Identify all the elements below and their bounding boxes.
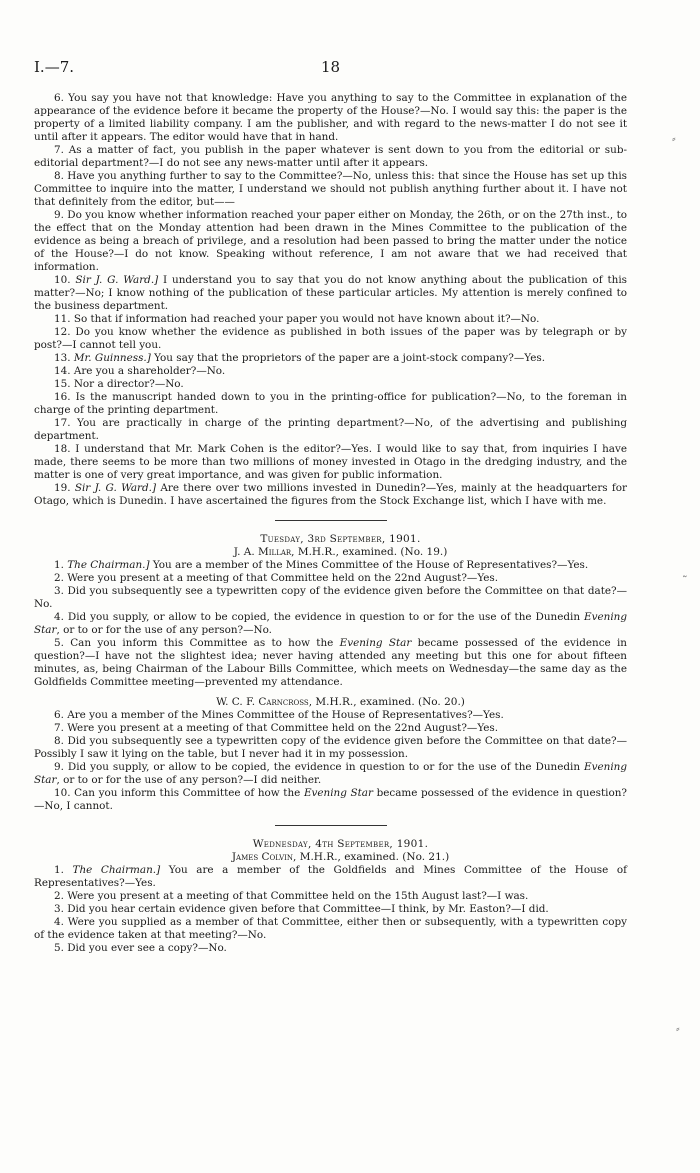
section-divider <box>275 825 387 826</box>
evidence-paragraph: 9. Did you supply, or allow to be copied, the evidence in question to or for the use of the Dunedin Evening Star, or to or for the use of any person?—I did neither. <box>34 761 627 786</box>
evidence-paragraph: 18. I understand that Mr. Mark Cohen is the editor?—Yes. I would like to say that, from inquiries I have made, there seems to be more than two millions of money invested in Otago in the dredging industry, and the matter is one of very great importance, and was given for public information. <box>34 443 627 481</box>
witness-suffix: , M.H.R., examined. (No. 20.) <box>308 696 465 708</box>
evidence-paragraph: 4. Were you supplied as a member of that Committee, either then or subsequently, with a typewritten copy of the evidence taken at that meeting?—No. <box>34 916 627 941</box>
evidence-paragraph: 5. Can you inform this Committee as to how the Evening Star became possessed of the evidence in question?—I have not the slightest idea; never having attended any meeting but this one for about fifteen minutes, as, being Chairman of the Labour Bills Committee, which meets on Wednesday—the same day as the Goldfields Committee meeting—prevented my attendance. <box>34 637 627 688</box>
evidence-paragraph: 8. Did you subsequently see a typewritten copy of the evidence given before the Committee on that date?—Possibly I saw it lying on the table, but I never had it in my possession. <box>34 735 627 760</box>
evidence-paragraph: 8. Have you anything further to say to the Committee?—No, unless this: that since the House has set up this Committee to inquire into the matter, I understand we should not publish anything further about it. I have not that definitely from the editor, but—— <box>34 170 627 208</box>
evidence-paragraph: 19. Sir J. G. Ward.] Are there over two millions invested in Dunedin?—Yes, mainly at the headquarters for Otago, which is Dunedin. I have ascertained the figures from the Stock Exchange list, which I have with me. <box>34 482 628 507</box>
evidence-paragraph: 10. Sir J. G. Ward.] I understand you to say that you do not know anything about the publication of this matter?—No; I know nothing of the publication of these particular articles. My attention is merely confined to the business department. <box>34 274 628 312</box>
evidence-paragraph: 4. Did you supply, or allow to be copied, the evidence in question to or for the use of the Dunedin Evening Star, or to or for the use of any person?—No. <box>34 611 627 636</box>
evidence-paragraph: 1. The Chairman.] You are a member of the Mines Committee of the House of Representatives?—Yes. <box>54 559 589 571</box>
evidence-paragraph: 9. Do you know whether information reached your paper either on Monday, the 26th, or on the 27th inst., to the effect that on the Monday attention had been drawn in the Mines Committee to the publication of the evidence as being a breach of privilege, and a resolution had been passed to bring the matter under the notice of the House?—I do not know. Speaking without reference, I am not aware that we had received that information. <box>34 209 627 273</box>
witness-name: J. A. Millar <box>233 546 292 558</box>
evidence-block-4 <box>34 864 627 955</box>
margin-mark: ⸗ <box>672 132 676 145</box>
margin-mark: ˷ <box>682 565 688 578</box>
witness-name: James Colvin <box>231 851 294 863</box>
evidence-paragraph: 12. Do you know whether the evidence as published in both issues of the paper was by telegraph or by post?—I cannot tell you. <box>34 326 627 351</box>
evidence-paragraph: 2. Were you present at a meeting of that Committee held on the 15th August last?—I was. <box>54 890 529 902</box>
evidence-paragraph: 7. As a matter of fact, you publish in the paper whatever is sent down to you from the editorial or sub-editorial department?—I do not see any news-matter until after it appears. <box>34 144 627 169</box>
evidence-paragraph: 14. Are you a shareholder?—No. <box>54 365 226 377</box>
evidence-paragraph: 1. The Chairman.] You are a member of the Goldfields and Mines Committee of the House of Representatives?—Yes. <box>34 864 627 889</box>
evidence-paragraph: 16. Is the manuscript handed down to you in the printing-office for publication?—No, to the foreman in charge of the printing department. <box>34 391 627 416</box>
paper-reference: I.—7. <box>34 58 75 76</box>
evidence-paragraph: 11. So that if information had reached your paper you would not have known about it?—No. <box>54 313 540 325</box>
witness-heading-1 <box>34 546 627 559</box>
document-body <box>34 92 627 955</box>
witness-suffix: , M.H.R., examined. (No. 19.) <box>291 546 448 558</box>
document-page <box>34 58 627 955</box>
evidence-paragraph: 7. Were you present at a meeting of that Committee held on the 22nd August?—Yes. <box>54 722 499 734</box>
evidence-paragraph: 3. Did you hear certain evidence given before that Committee—I think, by Mr. Easton?—I did. <box>54 903 549 915</box>
witness-heading-3 <box>34 851 627 864</box>
session-date-1: Tuesday, 3rd September, 1901. <box>260 533 421 545</box>
evidence-paragraph: 13. Mr. Guinness.] You say that the proprietors of the paper are a joint-stock company?—Yes. <box>54 352 545 364</box>
witness-name: W. C. F. Carncross <box>216 696 309 708</box>
evidence-paragraph: 5. Did you ever see a copy?—No. <box>54 942 227 954</box>
evidence-paragraph: 3. Did you subsequently see a typewritten copy of the evidence given before the Committee on that date?—No. <box>34 585 627 610</box>
section-divider <box>275 520 387 521</box>
witness-heading-2 <box>34 696 627 709</box>
page-number: 18 <box>320 58 341 76</box>
evidence-block-2 <box>34 559 627 689</box>
evidence-block-3 <box>34 709 627 813</box>
evidence-paragraph: 6. You say you have not that knowledge: Have you anything to say to the Committee in explanation of the appearance of the evidence before it became the property of the House?—No. I would say this: the paper is the property of a limited liability company. I am the publisher, and with regard to the news-matter I do not see it until after it appears. The editor would have that in hand. <box>34 92 627 143</box>
evidence-paragraph: 10. Can you inform this Committee of how the Evening Star became possessed of the evidence in question?—No, I cannot. <box>34 787 627 812</box>
evidence-paragraph: 2. Were you present at a meeting of that Committee held on the 22nd August?—Yes. <box>54 572 499 584</box>
session-date-2: Wednesday, 4th September, 1901. <box>252 838 429 850</box>
page-header <box>34 58 627 82</box>
evidence-paragraph: 17. You are practically in charge of the printing department?—No, of the advertising and publishing department. <box>34 417 627 442</box>
evidence-block-1 <box>34 92 627 508</box>
margin-mark: ⸗ <box>676 1022 680 1035</box>
witness-suffix: , M.H.R., examined. (No. 21.) <box>293 851 450 863</box>
evidence-paragraph: 6. Are you a member of the Mines Committee of the House of Representatives?—Yes. <box>54 709 504 721</box>
evidence-paragraph: 15. Nor a director?—No. <box>54 378 184 390</box>
